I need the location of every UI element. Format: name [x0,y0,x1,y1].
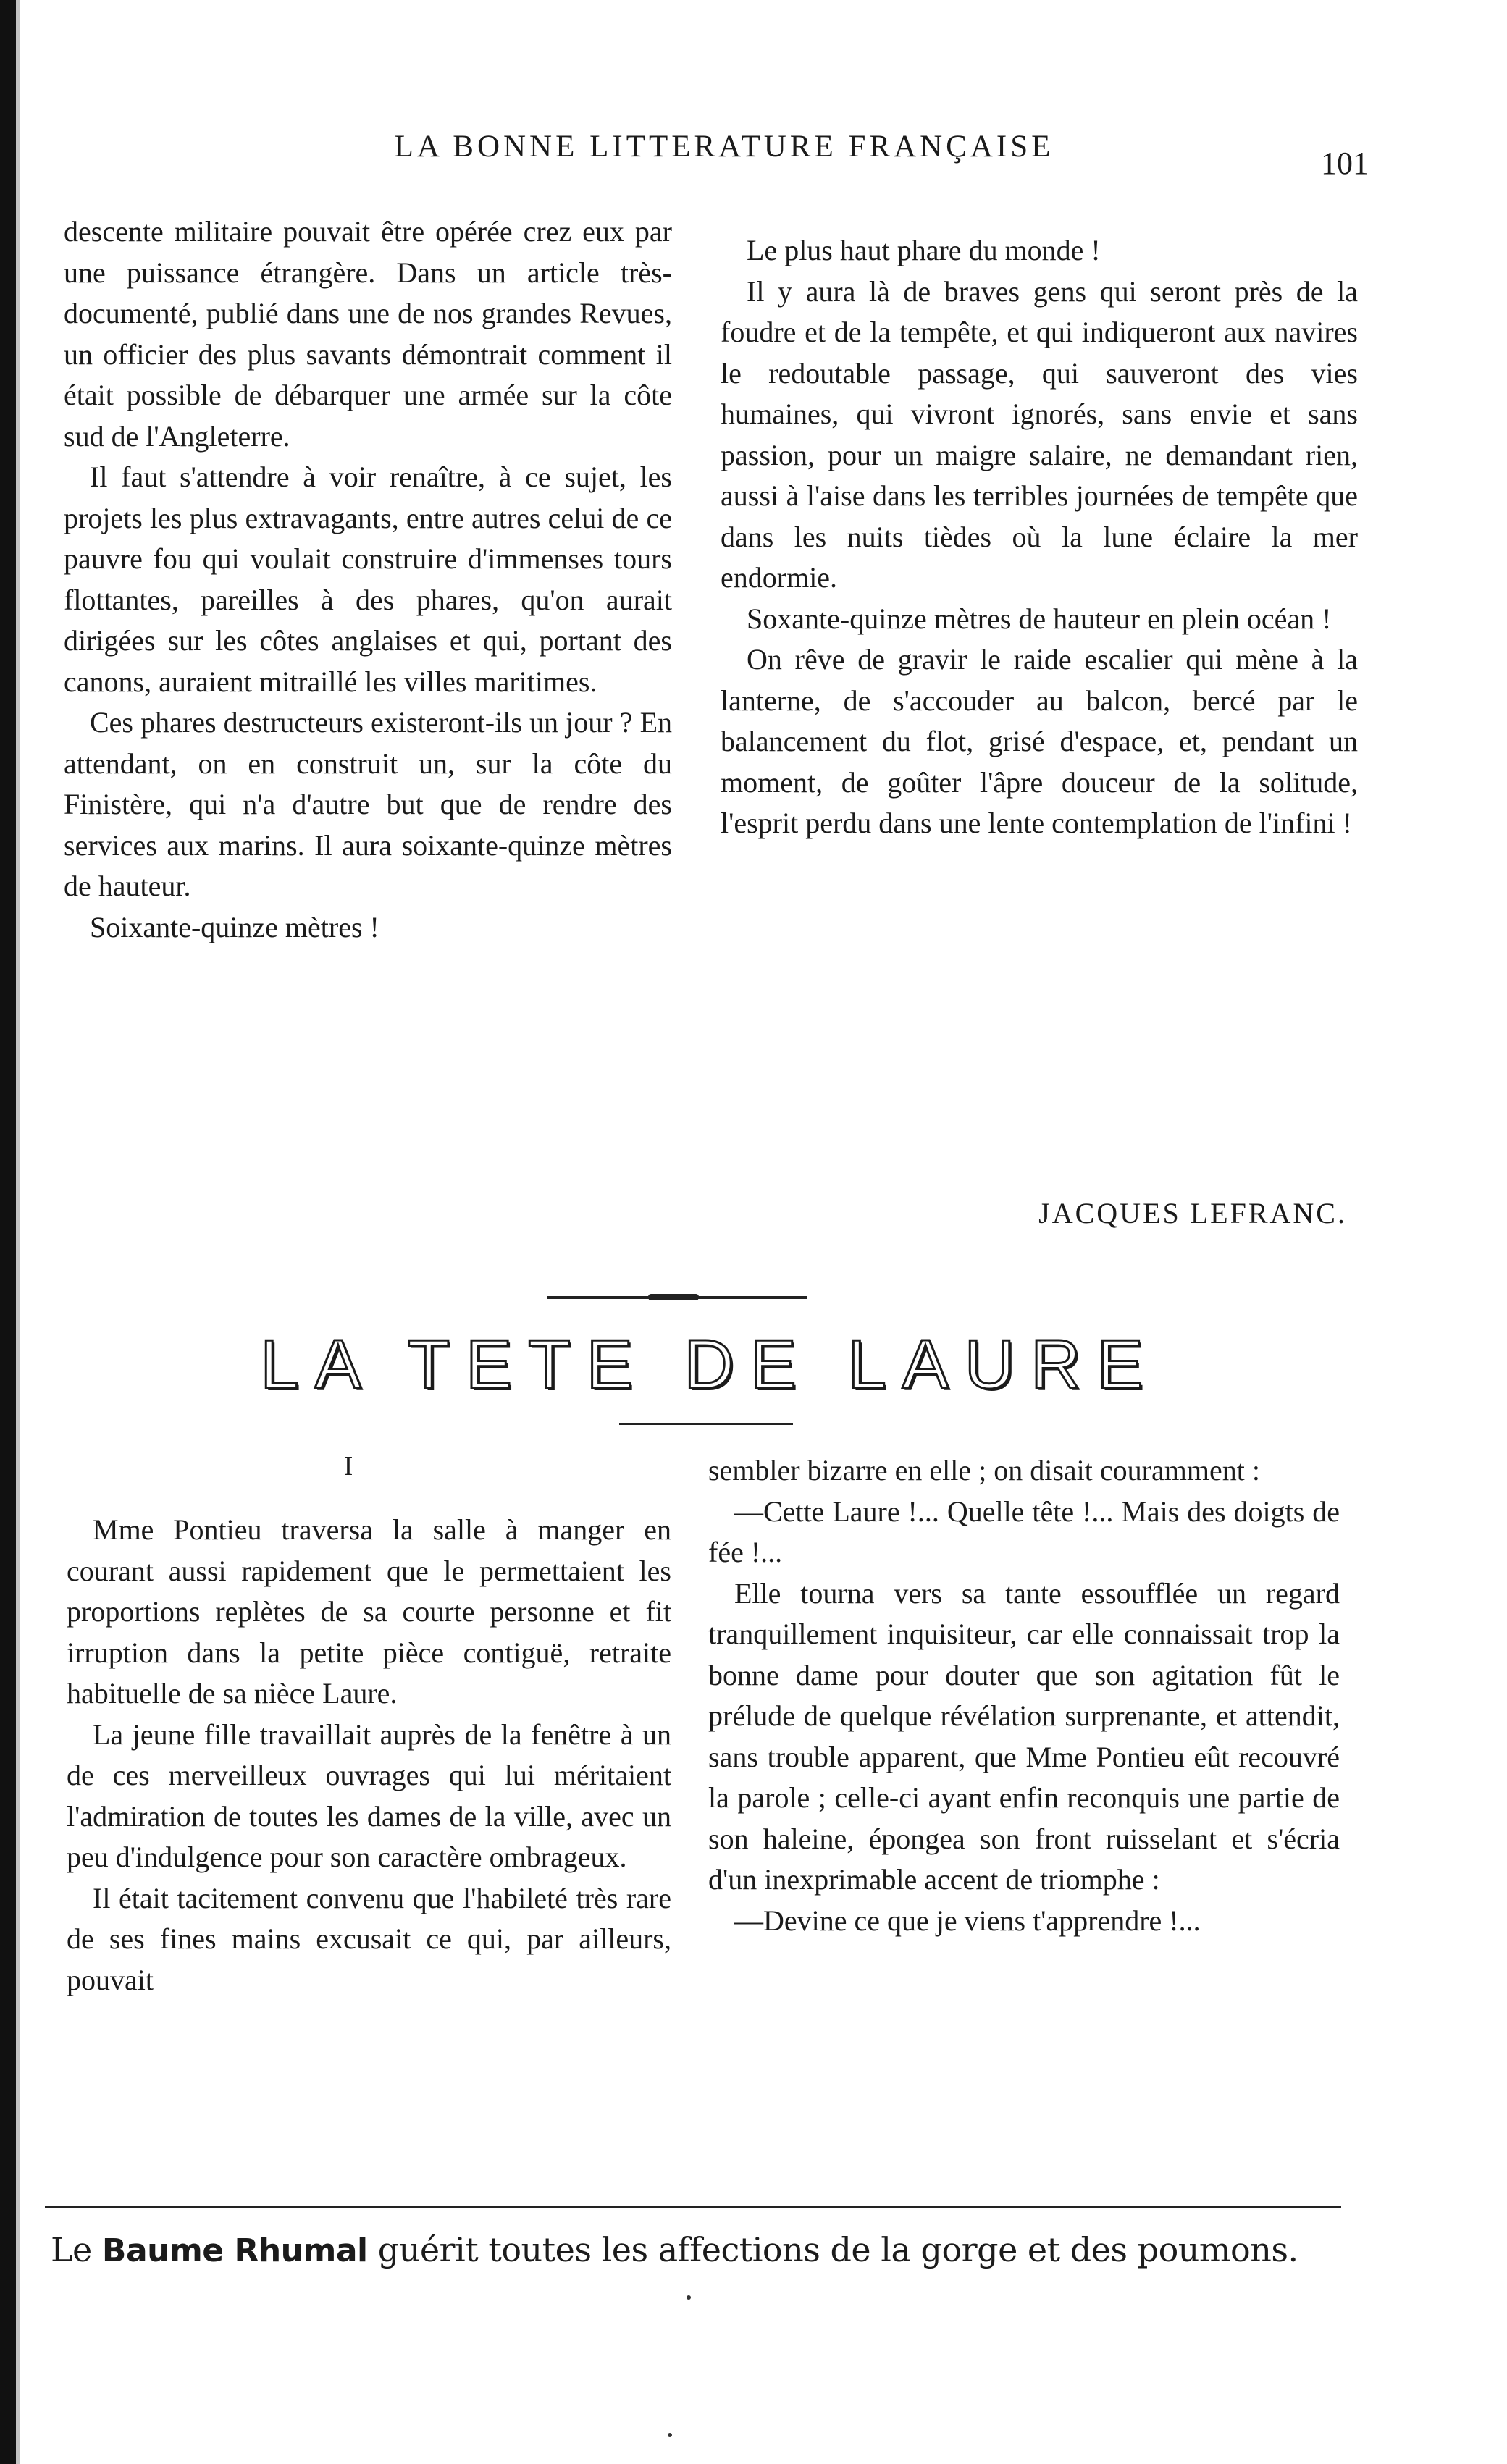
article-column-left [64,211,672,948]
paragraph: Il était tacitement convenu que l'habileté très rare de ses fines mains excusait ce qui, par ailleurs, pouvait [67,1881,671,1996]
paragraph: Ces phares destructeurs existeront-ils un jour ? En attendant, on en construit un, sur la côte du Finistère, qui n'a d'autre but que de rendre des services aux marins. Il aura soixante-quinze mètres de hauteur. [64,706,672,902]
paragraph: Le plus haut phare du monde ! [747,234,1101,266]
scan-speck [687,2295,691,2300]
story-title: LA TETE DE LAURE [260,1326,1159,1403]
paragraph: descente militaire pouvait être opérée crez eux par une puissance étrangère. Dans un article très-documenté, publié dans une de nos grandes Revues, un officier des plus savants démontrait comment il était possible de débarquer une armée sur la côte sud de l'Angleterre. [64,215,672,453]
paragraph: La jeune fille travaillait auprès de la fenêtre à un de ces merveilleux ouvrages qui lui méritaient l'admiration de toutes les dames de la ville, avec un peu d'indulgence pour son caractère ombrageux. [67,1717,671,1873]
paragraph: Soixante-quinze mètres ! [90,910,379,943]
advertisement-rule [45,2206,1341,2208]
article-column-right [721,230,1358,844]
paragraph: Il faut s'attendre à voir renaître, à ce sujet, les projets les plus extravagants, entre autres celui de ce pauvre fou qui voulait construire d'immenses tours flottantes, pareilles à des phares, qu'on aurait dirigées sur les côtes anglaises et qui, portant des canons, auraient mitraillé les villes maritimes. [64,461,672,698]
section-divider-ornament [648,1294,699,1300]
scan-speck [668,2433,672,2437]
ad-text: guérit toutes les affections de la gorge et des poumons. [377,2230,1298,2269]
ad-prefix: Le [51,2230,92,2269]
title-underline [619,1423,793,1425]
paragraph: Soxante-quinze mètres de hauteur en plein océan ! [747,602,1332,635]
scan-left-edge [0,0,16,2464]
story-column-right [708,1450,1340,1941]
ad-brand: Baume Rhumal [101,2232,368,2269]
paragraph: —Cette Laure !... Quelle tête !... Mais des doigts de fée !... [708,1494,1340,1568]
paragraph: sembler bizarre en elle ; on disait couramment : [708,1454,1260,1487]
paragraph: Mme Pontieu traversa la salle à manger en courant aussi rapidement que le permettaient les proportions replètes de sa courte personne et fit irruption dans la petite pièce contiguë, retraite habituelle de sa nièce Laure. [67,1513,671,1710]
paragraph: Il y aura là de braves gens qui seront près de la foudre et de la tempête, et qui indiqueront aux navires le redoutable passage, qui sauveront des vies humaines, qui vivront ignorés, sans envie et sans passion, pour un maigre salaire, ne demandant rien, aussi à l'aise dans les terribles journées de tempête que dans les nuits tièdes où la lune éclaire la mer endormie. [721,274,1358,594]
paragraph: On rêve de gravir le raide escalier qui mène à la lanterne, de s'accouder au balcon, bercé par le balancement du flot, grisé d'espace, et, pendant un moment, de goûter l'âpre douceur de la solitude, l'esprit perdu dans une lente contemplation de l'infini ! [721,643,1358,839]
paragraph: —Devine ce que je viens t'apprendre !... [734,1904,1201,1937]
page-number: 101 [1321,146,1369,181]
author-signature: JACQUES LEFRANC. [1038,1197,1347,1229]
paragraph: Elle tourna vers sa tante essoufflée un regard tranquillement inquisiteur, car elle connaissait trop la bonne dame pour douter que son agitation fût le prélude de quelque révélation surprenante, et attendit, sans trouble apparent, que Mme Pontieu eût recouvré la parole ; celle-ci ayant enfin reconquis une partie de son haleine, épongea son front ruisselant et s'écria d'un inexprimable accent de triomphe : [708,1576,1340,1896]
chapter-number: I [343,1451,353,1481]
scan-left-shadow [16,0,20,2464]
advertisement [51,2230,1354,2269]
running-title: LA BONNE LITTERATURE FRANÇAISE [394,130,1054,164]
story-column-left [67,1510,671,2001]
